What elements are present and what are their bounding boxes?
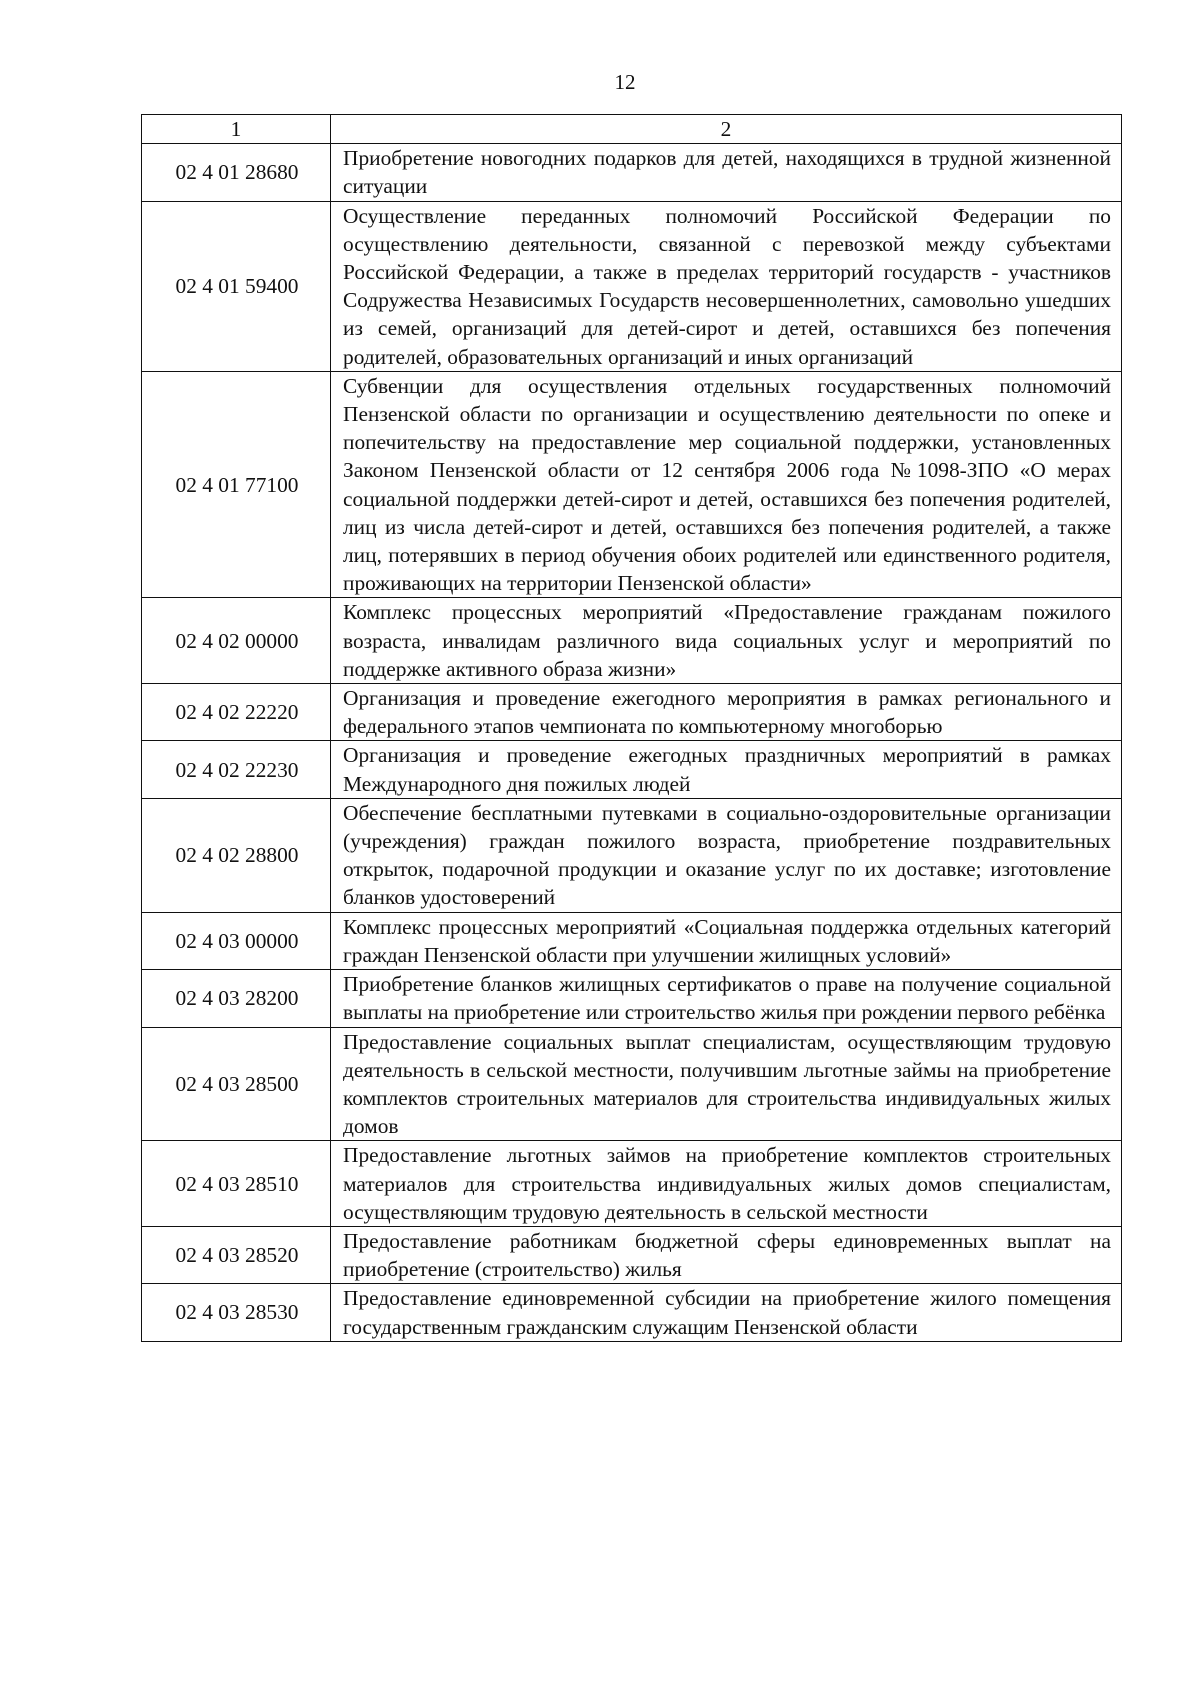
row-description: Субвенции для осуществления отдельных государственных полномочий Пензенской области по организации и осуществлению деятельности по опеке и попечительству на предоставление мер социальной поддержки, установленных Законом Пензенской области от 12 сентября 2006 года №1098-ЗПО «О мерах социальной поддержки детей-сирот и детей, оставшихся без попечения родителей, лиц из числа детей-сирот и детей, оставшихся без попечения родителей, а также лиц, потерявших в период обучения обоих родителей или единственного родителя, проживающих на территории Пензенской области» xyxy=(331,371,1122,598)
row-code: 02 4 03 28500 xyxy=(142,1027,331,1141)
table-row xyxy=(142,970,1122,1027)
row-code: 02 4 02 22230 xyxy=(142,741,331,798)
row-code: 02 4 02 28800 xyxy=(142,798,331,912)
row-description: Обеспечение бесплатными путевками в социально-оздоровительные организации (учреждения) граждан пожилого возраста, приобретение поздравительных открыток, подарочной продукции и оказание услуг по их доставке; изготовление бланков удостоверений xyxy=(331,798,1122,912)
row-description: Комплекс процессных мероприятий «Социальная поддержка отдельных категорий граждан Пензенской области при улучшении жилищных условий» xyxy=(331,912,1122,969)
row-description: Комплекс процессных мероприятий «Предоставление гражданам пожилого возраста, инвалидам различного вида социальных услуг и мероприятий по поддержке активного образа жизни» xyxy=(331,598,1122,684)
table-row xyxy=(142,741,1122,798)
row-description: Осуществление переданных полномочий Российской Федерации по осуществлению деятельности, связанной с перевозкой между субъектами Российской Федерации, а также в пределах территорий государств - участников Содружества Независимых Государств несовершеннолетних, самовольно ушедших из семей, организаций для детей-сирот и детей, оставшихся без попечения родителей, образовательных организаций и иных организаций xyxy=(331,201,1122,371)
row-code: 02 4 02 00000 xyxy=(142,598,331,684)
table-row xyxy=(142,684,1122,741)
row-description: Приобретение бланков жилищных сертификатов о праве на получение социальной выплаты на приобретение или строительство жилья при рождении первого ребёнка xyxy=(331,970,1122,1027)
column-header-code: 1 xyxy=(142,115,331,144)
row-description: Приобретение новогодних подарков для детей, находящихся в трудной жизненной ситуации xyxy=(331,144,1122,201)
row-code: 02 4 01 77100 xyxy=(142,371,331,598)
row-description: Предоставление работникам бюджетной сферы единовременных выплат на приобретение (строительство) жилья xyxy=(331,1226,1122,1283)
table-row xyxy=(142,798,1122,912)
row-code: 02 4 03 28200 xyxy=(142,970,331,1027)
row-code: 02 4 03 00000 xyxy=(142,912,331,969)
row-code: 02 4 03 28520 xyxy=(142,1226,331,1283)
table-row xyxy=(142,1027,1122,1141)
row-code: 02 4 03 28530 xyxy=(142,1284,331,1341)
row-description: Организация и проведение ежегодного мероприятия в рамках регионального и федерального этапов чемпионата по компьютерному многоборью xyxy=(331,684,1122,741)
row-code: 02 4 02 22220 xyxy=(142,684,331,741)
row-description: Предоставление единовременной субсидии на приобретение жилого помещения государственным гражданским служащим Пензенской области xyxy=(331,1284,1122,1341)
table-row xyxy=(142,371,1122,598)
table-row xyxy=(142,1141,1122,1227)
table-row xyxy=(142,201,1122,371)
table-row xyxy=(142,912,1122,969)
classification-table xyxy=(141,114,1122,1342)
row-description: Предоставление социальных выплат специалистам, осуществляющим трудовую деятельность в сельской местности, получившим льготные займы на приобретение комплектов строительных материалов для строительства индивидуальных жилых домов xyxy=(331,1027,1122,1141)
table-row xyxy=(142,144,1122,201)
table-row xyxy=(142,1226,1122,1283)
table-row xyxy=(142,598,1122,684)
table-row xyxy=(142,1284,1122,1341)
row-code: 02 4 01 59400 xyxy=(142,201,331,371)
page-number: 12 xyxy=(614,70,636,94)
column-header-description: 2 xyxy=(331,115,1122,144)
row-code: 02 4 03 28510 xyxy=(142,1141,331,1227)
row-description: Предоставление льготных займов на приобретение комплектов строительных материалов для строительства индивидуальных жилых домов специалистам, осуществляющим трудовую деятельность в сельской местности xyxy=(331,1141,1122,1227)
table-header-row xyxy=(142,115,1122,144)
row-description: Организация и проведение ежегодных праздничных мероприятий в рамках Международного дня пожилых людей xyxy=(331,741,1122,798)
row-code: 02 4 01 28680 xyxy=(142,144,331,201)
